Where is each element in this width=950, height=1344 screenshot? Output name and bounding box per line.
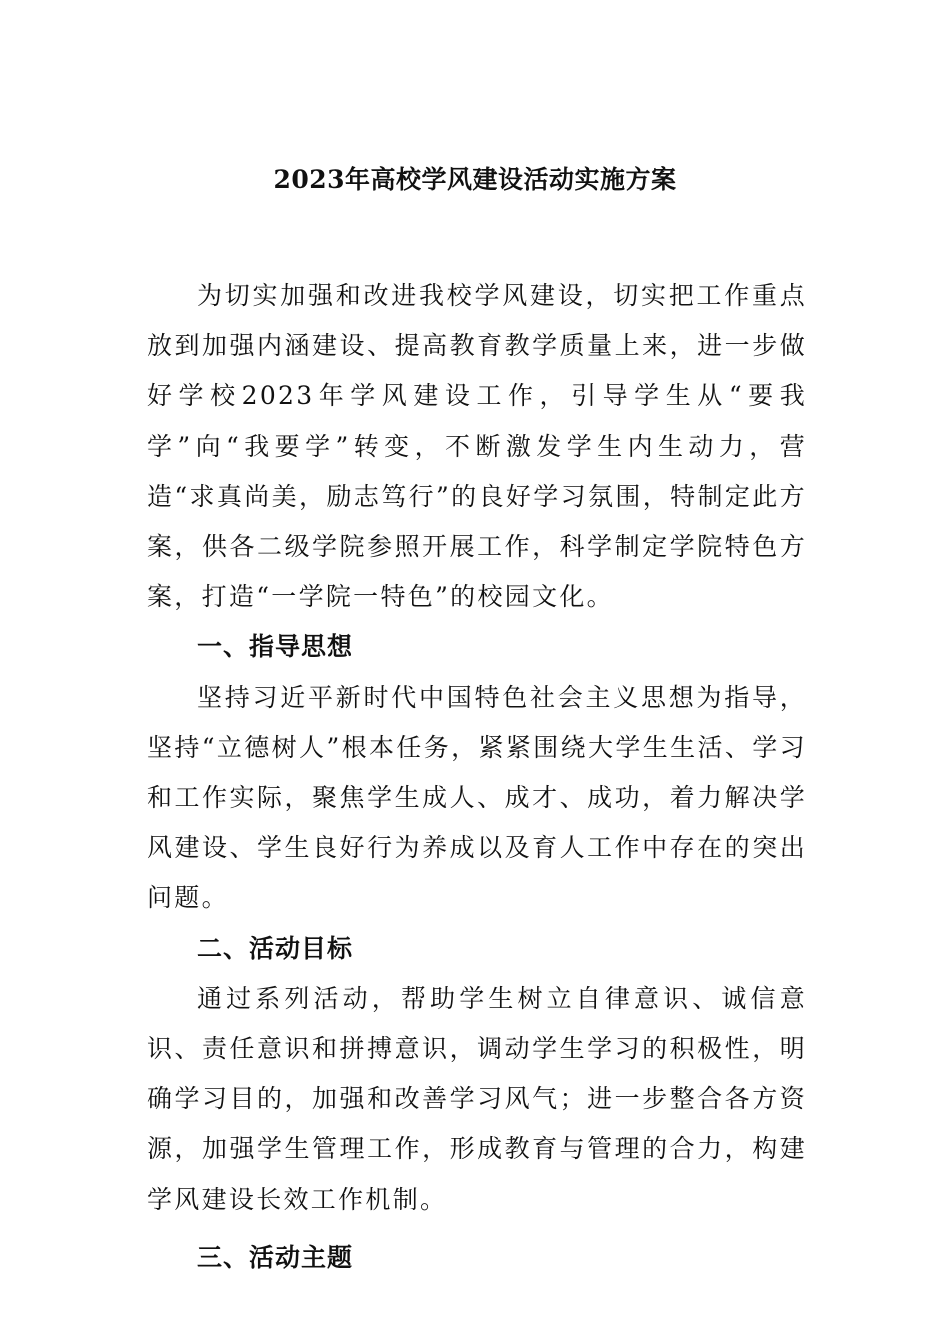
document-body: [147, 271, 807, 1283]
section-heading-guiding-ideology: 一、指导思想: [197, 632, 354, 662]
section-heading-activity-goals: 二、活动目标: [197, 933, 354, 963]
intro-paragraph: 为切实加强和改进我校学风建设，切实把工作重点放到加强内涵建设、提高教育教学质量上来，进一步做好学校2023年学风建设工作，引导学生从“要我学”向“我要学”转变，不断激发学生内生动力，营造“求真尚美，励志笃行”的良好学习氛围，特制定此方案，供各二级学院参照开展工作，科学制定学院特色方案，打造“一学院一特色”的校园文化。: [147, 281, 807, 612]
section-heading-activity-theme: 三、活动主题: [197, 1242, 354, 1272]
section-paragraph-guiding-ideology: 坚持习近平新时代中国特色社会主义思想为指导，坚持“立德树人”根本任务，紧紧围绕大学生生活、学习和工作实际，聚焦学生成人、成才、成功，着力解决学风建设、学生良好行为养成以及育人工作中存在的突出问题。: [147, 682, 807, 913]
section-paragraph-activity-goals: 通过系列活动，帮助学生树立自律意识、诚信意识、责任意识和拼搏意识，调动学生学习的积极性，明确学习目的，加强和改善学习风气；进一步整合各方资源，加强学生管理工作，形成教育与管理的合力，构建学风建设长效工作机制。: [147, 983, 807, 1214]
document-title: 2023年高校学风建设活动实施方案: [273, 165, 677, 194]
